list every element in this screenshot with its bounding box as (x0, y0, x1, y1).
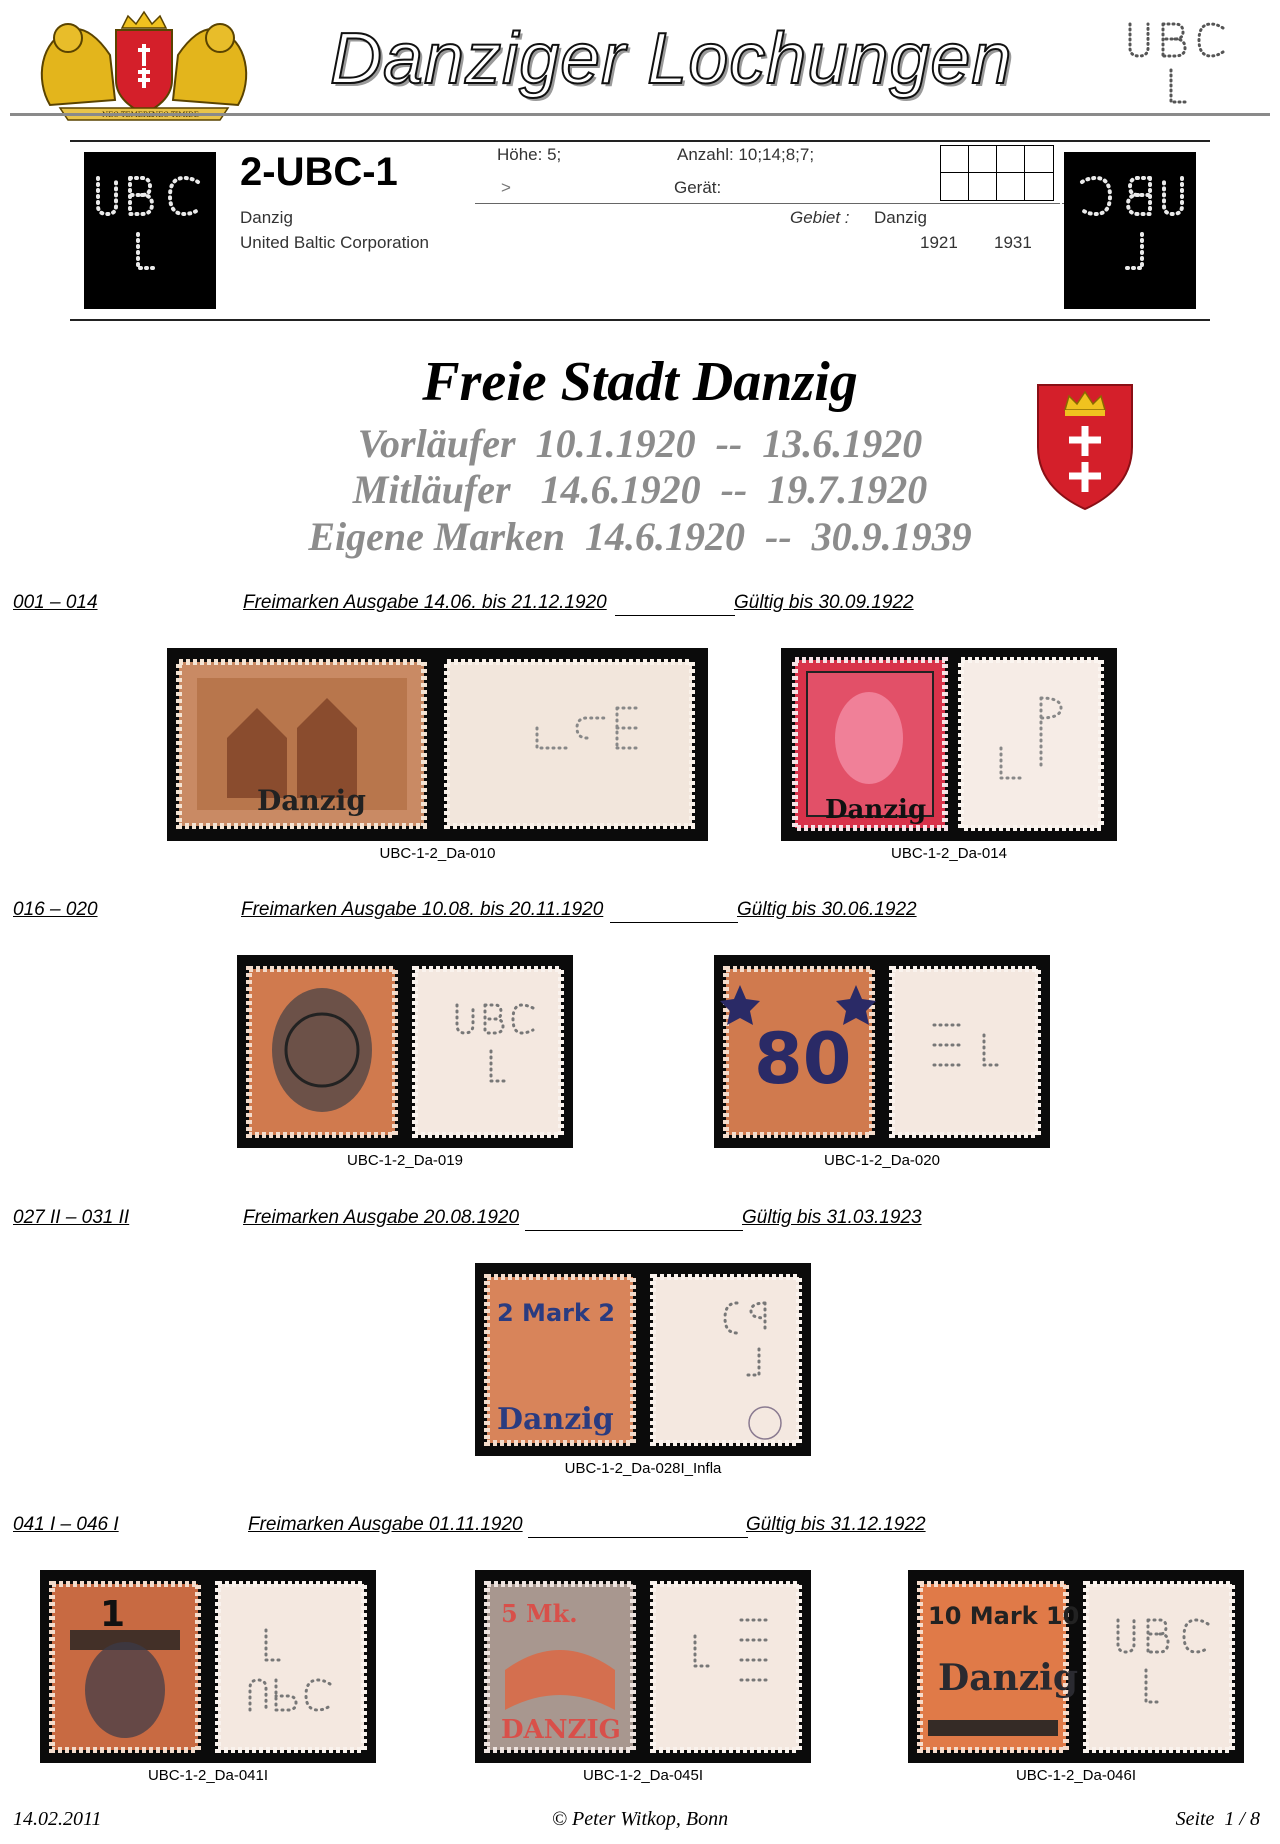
year-from: 1921 (920, 233, 958, 252)
section-2-range: 016 – 020 (13, 899, 98, 920)
section-2-underline (610, 922, 738, 923)
gebiet-label: Gebiet : (790, 208, 850, 227)
stamp-image-da-019 (237, 955, 573, 1148)
caption-da-019: UBC-1-2_Da-019 (347, 1152, 463, 1169)
caption-da-028i-infla: UBC-1-2_Da-028I_Infla (564, 1460, 722, 1477)
record-top-rule (70, 140, 1210, 142)
caption-da-041i: UBC-1-2_Da-041I (147, 1767, 269, 1784)
caption-da-010: UBC-1-2_Da-010 (379, 845, 496, 862)
overprint-8: 10 Mark 10 (928, 1602, 1080, 1630)
overprint-5: 2 Mark 2 (497, 1299, 615, 1327)
overprint-4: 80 (754, 1018, 852, 1100)
overprint-8b: Danzig (938, 1657, 1079, 1699)
overprint-1: Danzig (257, 784, 366, 817)
section-3-issue: Freimarken Ausgabe 20.08.1920 (243, 1207, 520, 1228)
section-1-range: 001 – 014 (13, 592, 98, 613)
stamp-image-da-010 (167, 648, 708, 841)
record-bottom-rule (70, 319, 1210, 321)
perfin-code: 2-UBC-1 (240, 150, 398, 194)
stamp-image-da-045i (475, 1570, 811, 1763)
period-eigene-marken: Eigene Marken 14.6.1920 -- 30.9.1939 (308, 514, 972, 559)
gebiet-value: Danzig (874, 208, 927, 227)
perfin-pattern-icon (1125, 18, 1230, 108)
footer-copyright: © Peter Witkop, Bonn (551, 1808, 729, 1830)
section-4-range: 041 I – 046 I (13, 1514, 119, 1535)
main-heading: Freie Stadt Danzig (422, 351, 858, 413)
section-2-issue: Freimarken Ausgabe 10.08. bis 20.11.1920 (241, 899, 604, 920)
caption-da-014: UBC-1-2_Da-014 (891, 845, 1007, 862)
stamp-image-da-020 (714, 955, 1050, 1148)
danzig-coat-of-arms-logo (30, 10, 258, 128)
caption-da-045i: UBC-1-2_Da-045I (582, 1767, 704, 1784)
header-rule (10, 113, 1270, 116)
geraet-label: Gerät: (674, 178, 722, 197)
danzig-shield-icon (1035, 382, 1135, 512)
record-divider (475, 203, 1085, 204)
perfin-stamp-front-image (80, 148, 220, 313)
stamp-image-da-046i (908, 1570, 1244, 1763)
perfin-stamp-back-image (1060, 148, 1200, 313)
marker-grid (940, 145, 1054, 201)
footer-date: 14.02.2011 (13, 1808, 102, 1830)
anzahl-label: Anzahl: 10;14;8;7; (677, 145, 815, 164)
section-4-underline (528, 1537, 748, 1538)
overprint-5b: Danzig (497, 1402, 614, 1437)
section-1-underline (615, 615, 735, 616)
section-4-valid: Gültig bis 31.12.1922 (746, 1514, 926, 1535)
overprint-2: Danzig (825, 795, 927, 825)
year-to: 1931 (994, 233, 1032, 252)
period-vorlaeufer: Vorläufer 10.1.1920 -- 13.6.1920 (357, 421, 923, 466)
section-1-valid: Gültig bis 30.09.1922 (734, 592, 914, 613)
period-mitlaeufer: Mitläufer 14.6.1920 -- 19.7.1920 (352, 467, 928, 512)
caption-da-046i: UBC-1-2_Da-046I (1015, 1767, 1137, 1784)
footer-page: Seite 1 / 8 (1175, 1808, 1260, 1830)
hoehe-label: Höhe: 5; (497, 145, 562, 164)
city-label: Danzig (240, 208, 293, 227)
company-label: United Baltic Corporation (240, 233, 429, 252)
overprint-6: 1 (100, 1594, 126, 1635)
stamp-image-da-014 (781, 648, 1117, 841)
section-4-issue: Freimarken Ausgabe 01.11.1920 (248, 1514, 523, 1535)
section-3-valid: Gültig bis 31.03.1923 (742, 1207, 922, 1228)
section-3-range: 027 II – 031 II (13, 1207, 130, 1228)
stamp-image-da-028i-infla (475, 1263, 811, 1456)
section-1-issue: Freimarken Ausgabe 14.06. bis 21.12.1920 (243, 592, 607, 613)
section-3-underline (525, 1230, 743, 1231)
overprint-7b: DANZIG (501, 1715, 621, 1745)
stamp-image-da-041i (40, 1570, 376, 1763)
page-title: Danziger Lochungen (330, 19, 1013, 99)
arrow-marker: > (501, 178, 511, 197)
overprint-7: 5 Mk. (501, 1599, 578, 1628)
section-2-valid: Gültig bis 30.06.1922 (737, 899, 917, 920)
caption-da-020: UBC-1-2_Da-020 (824, 1152, 940, 1169)
